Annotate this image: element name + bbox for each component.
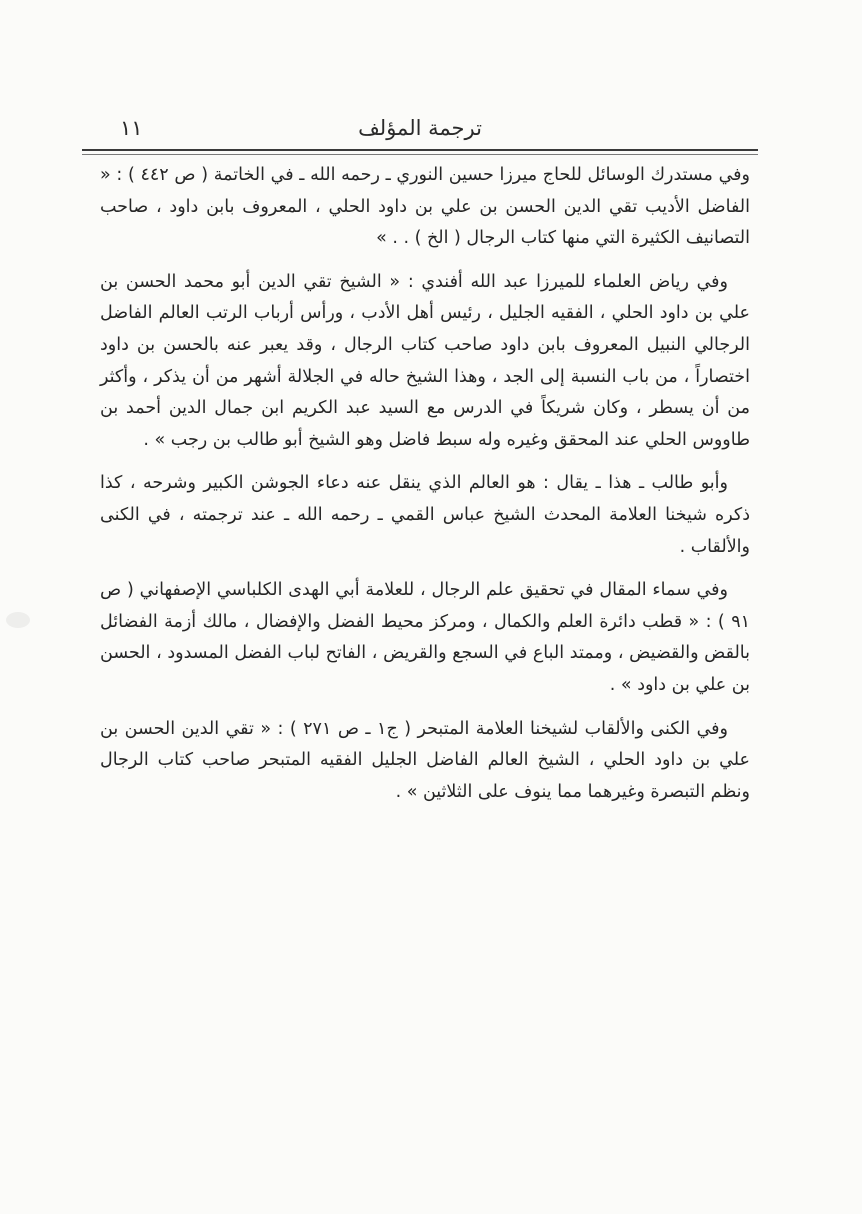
running-title: ترجمة المؤلف: [358, 116, 482, 140]
paragraph-kuna-alqab: وفي الكنى والألقاب لشيخنا العلامة المتبحر ( ج١ ـ ص ٢٧١ ) : « تقي الدين الحسن بن علي بن داود الحلي ، الشيخ العالم الفاضل الجليل الفقيه المتبحر صاحب كتاب الرجال ونظم التبصرة وغيرهما مما ينوف على الثلاثين » .: [100, 718, 750, 802]
page-number: ١١: [120, 116, 143, 140]
paragraph-riyad: وفي رياض العلماء للميرزا عبد الله أفندي : « الشيخ تقي الدين أبو محمد الحسن بن علي بن داود الحلي ، الفقيه الجليل ، رئيس أهل الأدب ، ورأس أرباب الرتب العالم الفاضل الرجالي النبيل المعروف بابن داود صاحب كتاب الرجال ، وقد يعبر عنه بالحسن بن داود اختصاراً ، من باب النسبة إلى الجد ، وهذا الشيخ حاله في الجلالة أشهر من أن يذكر ، وأكثر من أن يسطر ، وكان شريكاً في الدرس مع السيد عبد الكريم ابن جمال الدين أحمد بن طاووس الحلي عند المحقق وغيره وله سبط فاضل وهو الشيخ أبو طالب بن رجب » .: [100, 271, 750, 450]
header-rule: [82, 149, 758, 151]
header-rule-thin: [82, 154, 758, 155]
body-text: [100, 160, 750, 820]
paragraph-sama-al-maqal: وفي سماء المقال في تحقيق علم الرجال ، للعلامة أبي الهدى الكلباسي الإصفهاني ( ص ٩١ ) : « قطب دائرة العلم والكمال ، ومركز محيط الفضل والإفضال ، مالك أزمة الفضائل بالقض والقضيض ، وممتد الباع في السجع والقريض ، الفاتح لباب الفضل المسدود ، الحسن بن علي بن داود » .: [100, 580, 750, 695]
page-header: [90, 110, 750, 146]
paper-smudge: [6, 612, 30, 628]
paragraph-abu-talib: وأبو طالب ـ هذا ـ يقال : هو العالم الذي ينقل عنه دعاء الجوشن الكبير وشرحه ، كذا ذكره شيخنا العلامة المحدث الشيخ عباس القمي ـ رحمه الله ـ عند ترجمته ، في الكنى والألقاب .: [100, 473, 750, 557]
paragraph-mustadrak: وفي مستدرك الوسائل للحاج ميرزا حسين النوري ـ رحمه الله ـ في الخاتمة ( ص ٤٤٢ ) : « الفاضل الأديب تقي الدين الحسن بن علي بن داود الحلي ، المعروف بابن داود ، صاحب التصانيف الكثيرة التي منها كتاب الرجال ( الخ ) . . »: [100, 165, 750, 249]
